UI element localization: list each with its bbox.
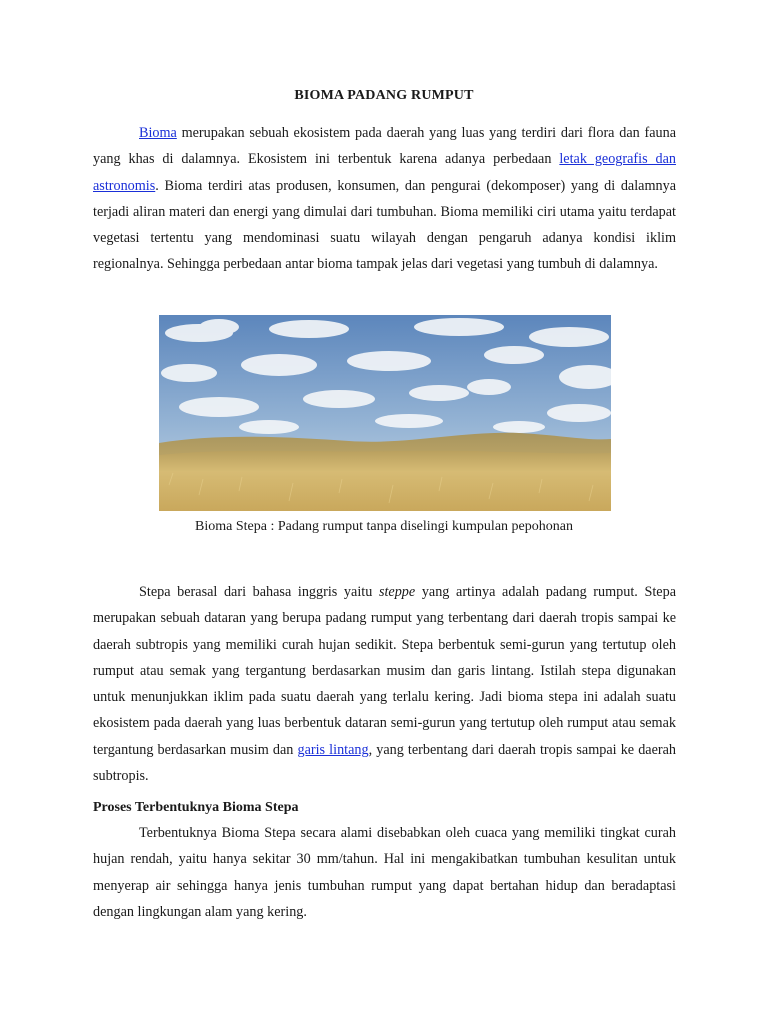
link-letak-geografis[interactable]: letak geografis dan astronomis bbox=[93, 151, 677, 194]
figure-caption: Bioma Stepa : Padang rumput tanpa diselingi kumpulan pepohonan bbox=[195, 519, 573, 534]
stepa-paragraph bbox=[93, 579, 676, 789]
page-title: BIOMA PADANG RUMPUT bbox=[294, 88, 474, 103]
stepa-text-1: Stepa berasal dari bahasa inggris yaitu bbox=[139, 584, 379, 600]
link-garis-lintang[interactable]: garis lintang bbox=[297, 741, 369, 758]
section-heading: Proses Terbentuknya Bioma Stepa bbox=[93, 800, 299, 815]
grassland-photo bbox=[159, 315, 611, 511]
intro-paragraph bbox=[93, 120, 676, 278]
stepa-text-3: , yang terbentang dari daerah tropis sampai ke daerah subtropis. bbox=[93, 741, 677, 785]
intro-text-1: merupakan sebuah ekosistem pada daerah yang luas yang terdiri dari flora dan fauna yang khas di dalamnya. Ekosistem ini terbentuk karena adanya perbedaan bbox=[93, 125, 676, 168]
link-bioma[interactable]: Bioma bbox=[139, 125, 177, 141]
intro-text-2: . Bioma terdiri atas produsen, konsumen, dan pengurai (dekomposer) yang di dalamnya terjadi aliran materi dan energi yang dimulai dari tumbuhan. Bioma memiliki ciri utama yaitu terdapat vegetasi tertentu yang mendominasi suatu wilayah dengan pengaruh adanya kondisi iklim regionalnya. Sehingga perbedaan antar bioma tampak jelas dari vegetasi yang tumbuh di dalamnya. bbox=[93, 177, 676, 273]
proses-paragraph bbox=[93, 820, 676, 925]
stepa-text-2: yang artinya adalah padang rumput. Stepa merupakan sebuah dataran yang berupa padang rumput yang terbentang dari daerah tropis sampai ke daerah subtropis yang memiliki curah hujan sedikit. Stepa berbentuk semi-gurun yang tertutup oleh rumput atau semak yang tergantung berdasarkan musim dan garis lintang. Istilah stepa digunakan untuk menunjukkan iklim pada suatu daerah yang terlalu kering. Jadi bioma stepa ini adalah suatu ekosistem pada daerah yang luas berbentuk dataran semi-gurun yang tertutup oleh rumput atau semak tergantung berdasarkan musim dan bbox=[93, 584, 676, 758]
proses-text: Terbentuknya Bioma Stepa secara alami disebabkan oleh cuaca yang memiliki tingkat curah hujan rendah, yaitu hanya sekitar 30 mm/tahun. Hal ini mengakibatkan tumbuhan kesulitan untuk menyerap air sehingga hanya jenis tumbuhan rumput yang dapat bertahan hidup dan beradaptasi dengan lingkungan alam yang kering. bbox=[93, 825, 676, 920]
stepa-italic-term: steppe bbox=[378, 584, 416, 600]
